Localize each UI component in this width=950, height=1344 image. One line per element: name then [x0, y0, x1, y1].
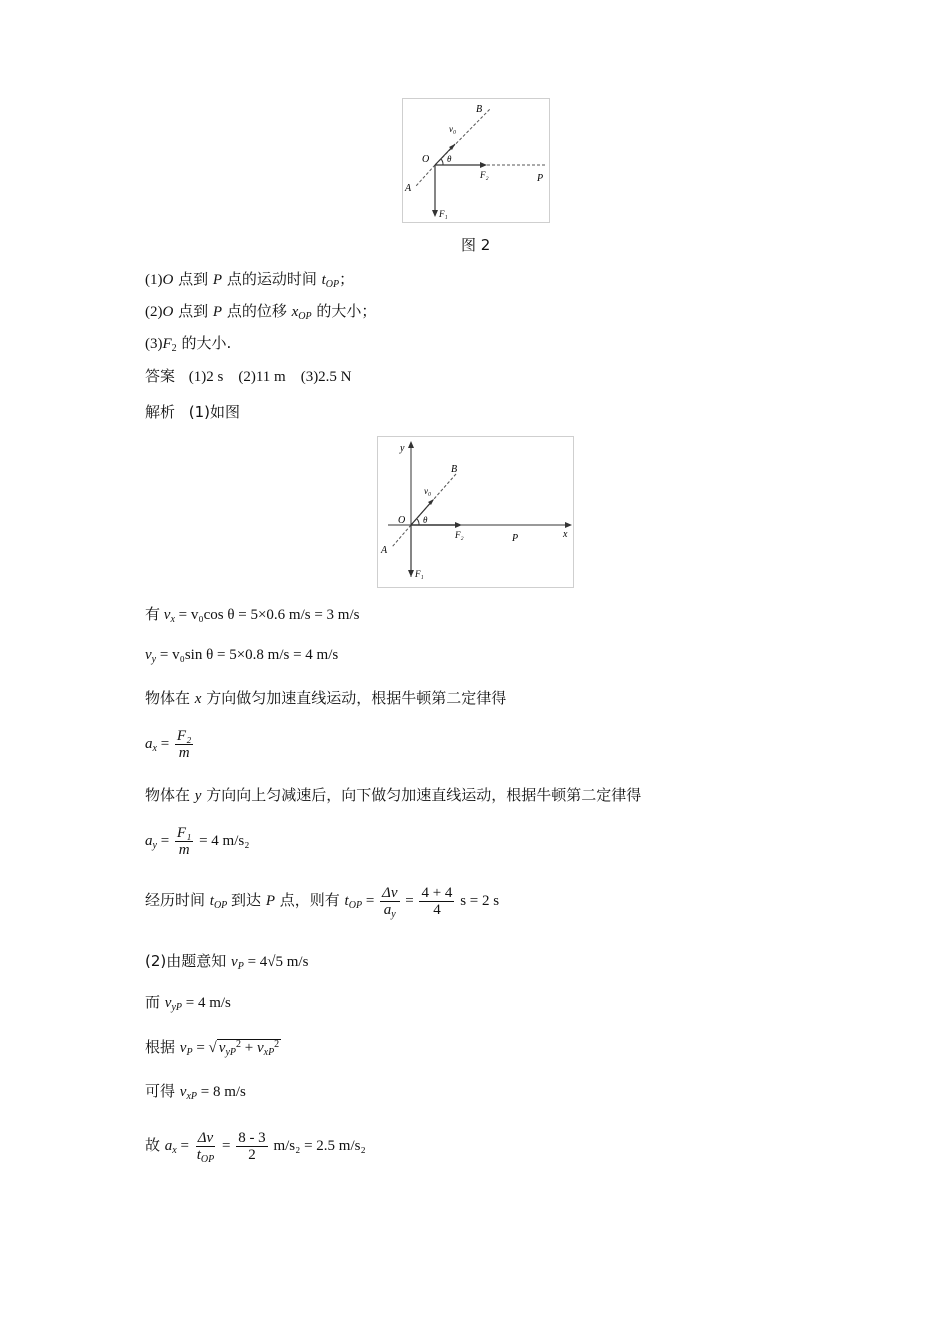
label-f1: F₁ — [415, 569, 424, 579]
solution-line-ax-value: 故 $a_x$ = $\frac{\Delta v}{t_{OP}}$ = $\frac{8 - 3}{2}$ m/s₂ = 2.5 m/s₂ — [145, 1130, 366, 1165]
solution-line-x-motion: 物体在 x 方向做匀加速直线运动，根据牛顿第二定律得 — [145, 689, 507, 707]
analysis-label: 解析 — [145, 403, 176, 421]
figure-1 — [402, 98, 550, 223]
solution-line-vp: (2)由题意知 $v_P = 4√5$ m/s — [145, 952, 309, 972]
label-theta: θ — [423, 515, 428, 525]
label-a: A — [381, 545, 388, 556]
label-a: A — [405, 183, 412, 194]
analysis-text: (1)如图 — [188, 403, 241, 421]
label-theta: θ — [447, 154, 452, 164]
solution-line-vx: 有 $v_x = v_0\cos$ θ = 5×0.6 m/s = 3 m/s — [145, 605, 360, 625]
answer-line — [145, 365, 352, 386]
label-o: O — [422, 154, 430, 165]
question-1: (1)O 点到 P 点的运动时间 $t_{OP}$； — [145, 270, 355, 290]
analysis-line — [145, 401, 240, 422]
label-x: x — [563, 529, 568, 540]
answer-text: (1)2 s (2)11 m (3)2.5 N — [188, 369, 352, 385]
solution-line-ax: $a_x$ = $\frac{\text{F₂}}{m}$ — [145, 728, 192, 761]
solution-line-time: 经历时间 $t_{OP}$ 到达 P 点，则有 $t_{OP}$ = $\frac{\Delta v}{a_y}$ = $\frac{4 + 4}{4}$ s = 2 s — [145, 885, 500, 920]
figure-2-diagram — [378, 437, 573, 587]
label-v0: v₀ — [449, 124, 457, 134]
label-p: P — [537, 173, 544, 184]
question-2: (2)O 点到 P 点的位移 $x_{OP}$ 的大小； — [145, 302, 377, 322]
label-o: O — [398, 515, 406, 526]
label-p: P — [512, 533, 519, 544]
answer-label: 答案 — [145, 367, 176, 385]
label-f2: F₂ — [480, 170, 489, 180]
line-oa — [416, 165, 435, 186]
line-oa — [392, 525, 411, 547]
figure-1-diagram — [403, 99, 549, 222]
v0-arrow — [411, 500, 433, 525]
figure-caption: 图 2 — [461, 236, 491, 254]
label-v0: v₀ — [424, 486, 432, 496]
label-f1: F₁ — [439, 209, 448, 219]
solution-line-root: 根据 $v_P$ = √ $v_{yP}^2 + v_{xP}^2$ — [145, 1038, 280, 1058]
solution-line-vyp: 而 $v_{yP} = 4$ m/s — [145, 993, 231, 1013]
solution-line-vy: $v_y = v_0\sin$ θ = 5×0.8 m/s = 4 m/s — [145, 647, 339, 665]
label-f2: F₂ — [455, 530, 464, 540]
question-3: $(3)F_2$ 的大小. — [145, 334, 232, 354]
solution-line-vxp: 可得 $v_{xP} = 8$ m/s — [145, 1082, 246, 1102]
figure-2 — [377, 436, 574, 588]
label-b: B — [451, 464, 458, 475]
label-y: y — [400, 443, 405, 454]
label-b: B — [476, 104, 483, 115]
solution-line-y-motion: 物体在 y 方向向上匀减速后，向下做匀加速直线运动，根据牛顿第二定律得 — [145, 786, 642, 804]
solution-line-ay: $a_y$ = $\frac{\text{F₁}}{m}$ = 4 m/s₂ — [145, 825, 250, 858]
